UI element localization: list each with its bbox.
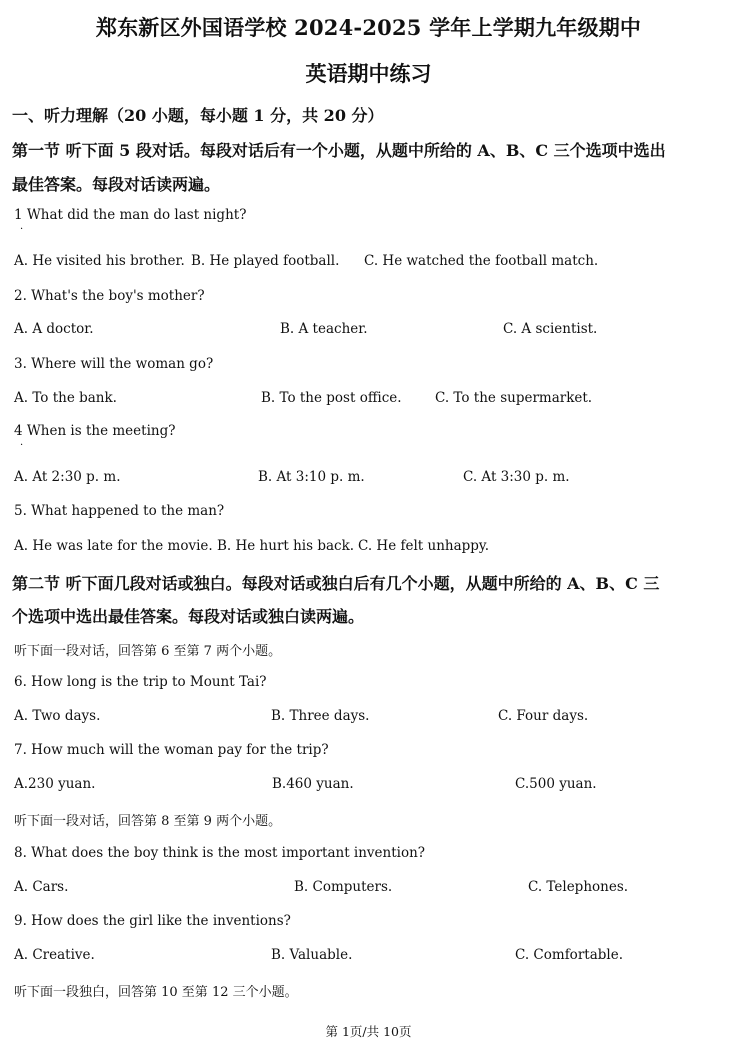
q2-option-a: A. A doctor. bbox=[14, 321, 94, 337]
exam-title-line2: 英语期中练习 bbox=[305, 61, 432, 86]
q1-option-a: A. He visited his brother. bbox=[14, 253, 185, 269]
question-3: 3. Where will the woman go? bbox=[14, 356, 214, 372]
q9-option-c: C. Comfortable. bbox=[515, 947, 623, 963]
q1-option-c: C. He watched the football match. bbox=[364, 253, 599, 269]
q3-option-b: B. To the post office. bbox=[261, 390, 402, 406]
question-8: 8. What does the boy think is the most important invention? bbox=[14, 845, 426, 861]
exam-title-line1: 郑东新区外国语学校 2024-2025 学年上学期九年级期中 bbox=[95, 15, 642, 40]
q4-option-a: A. At 2:30 p. m. bbox=[14, 469, 121, 485]
question-5: 5. What happened to the man? bbox=[14, 503, 225, 519]
question-1: 1 What did the man do last night? bbox=[14, 207, 247, 223]
section1-instructions-line1: 第一节 听下面 5 段对话。每段对话后有一个小题，从题中所给的 A、B、C 三个选项中选出 bbox=[12, 141, 666, 160]
q5-option-c: C. He felt unhappy. bbox=[358, 538, 490, 554]
section2-instructions-line2: 个选项中选出最佳答案。每段对话或独白读两遍。 bbox=[12, 607, 365, 626]
q5-option-a-b: A. He was late for the movie. B. He hurt his back. bbox=[14, 538, 355, 554]
part1-heading: 一、听力理解（20 小题，每小题 1 分，共 20 分） bbox=[12, 106, 384, 125]
q7-option-a: A.230 yuan. bbox=[14, 776, 96, 792]
q8-option-a: A. Cars. bbox=[14, 879, 69, 895]
q6-option-a: A. Two days. bbox=[14, 708, 101, 724]
listening-note-3: 听下面一段独白，回答第 10 至第 12 三个小题。 bbox=[14, 985, 298, 1000]
q9-option-a: A. Creative. bbox=[14, 947, 95, 963]
question-9: 9. How does the girl like the inventions? bbox=[14, 913, 291, 929]
section1-instructions-line2: 最佳答案。每段对话读两遍。 bbox=[12, 175, 221, 194]
question-4-dot: · bbox=[20, 440, 24, 451]
q6-option-c: C. Four days. bbox=[498, 708, 589, 724]
q4-option-b: B. At 3:10 p. m. bbox=[258, 469, 365, 485]
q9-option-b: B. Valuable. bbox=[271, 947, 353, 963]
question-1-dot: · bbox=[20, 224, 24, 235]
listening-note-1: 听下面一段对话，回答第 6 至第 7 两个小题。 bbox=[14, 644, 282, 659]
question-2: 2. What's the boy's mother? bbox=[14, 288, 205, 304]
question-6: 6. How long is the trip to Mount Tai? bbox=[14, 674, 267, 690]
listening-note-2: 听下面一段对话，回答第 8 至第 9 两个小题。 bbox=[14, 814, 282, 829]
q2-option-b: B. A teacher. bbox=[280, 321, 368, 337]
q8-option-b: B. Computers. bbox=[294, 879, 393, 895]
q1-option-b: B. He played football. bbox=[191, 253, 340, 269]
q4-option-c: C. At 3:30 p. m. bbox=[463, 469, 570, 485]
question-4: 4 When is the meeting? bbox=[14, 423, 176, 439]
q7-option-b: B.460 yuan. bbox=[272, 776, 354, 792]
section2-instructions-line1: 第二节 听下面几段对话或独白。每段对话或独白后有几个小题，从题中所给的 A、B、C 三 bbox=[12, 574, 660, 593]
q3-option-a: A. To the bank. bbox=[14, 390, 117, 406]
question-7: 7. How much will the woman pay for the trip? bbox=[14, 742, 329, 758]
q8-option-c: C. Telephones. bbox=[528, 879, 629, 895]
q6-option-b: B. Three days. bbox=[271, 708, 370, 724]
q3-option-c: C. To the supermarket. bbox=[435, 390, 593, 406]
q2-option-c: C. A scientist. bbox=[503, 321, 598, 337]
q7-option-c: C.500 yuan. bbox=[515, 776, 597, 792]
page-footer: 第 1页/共 10页 bbox=[325, 1024, 412, 1039]
